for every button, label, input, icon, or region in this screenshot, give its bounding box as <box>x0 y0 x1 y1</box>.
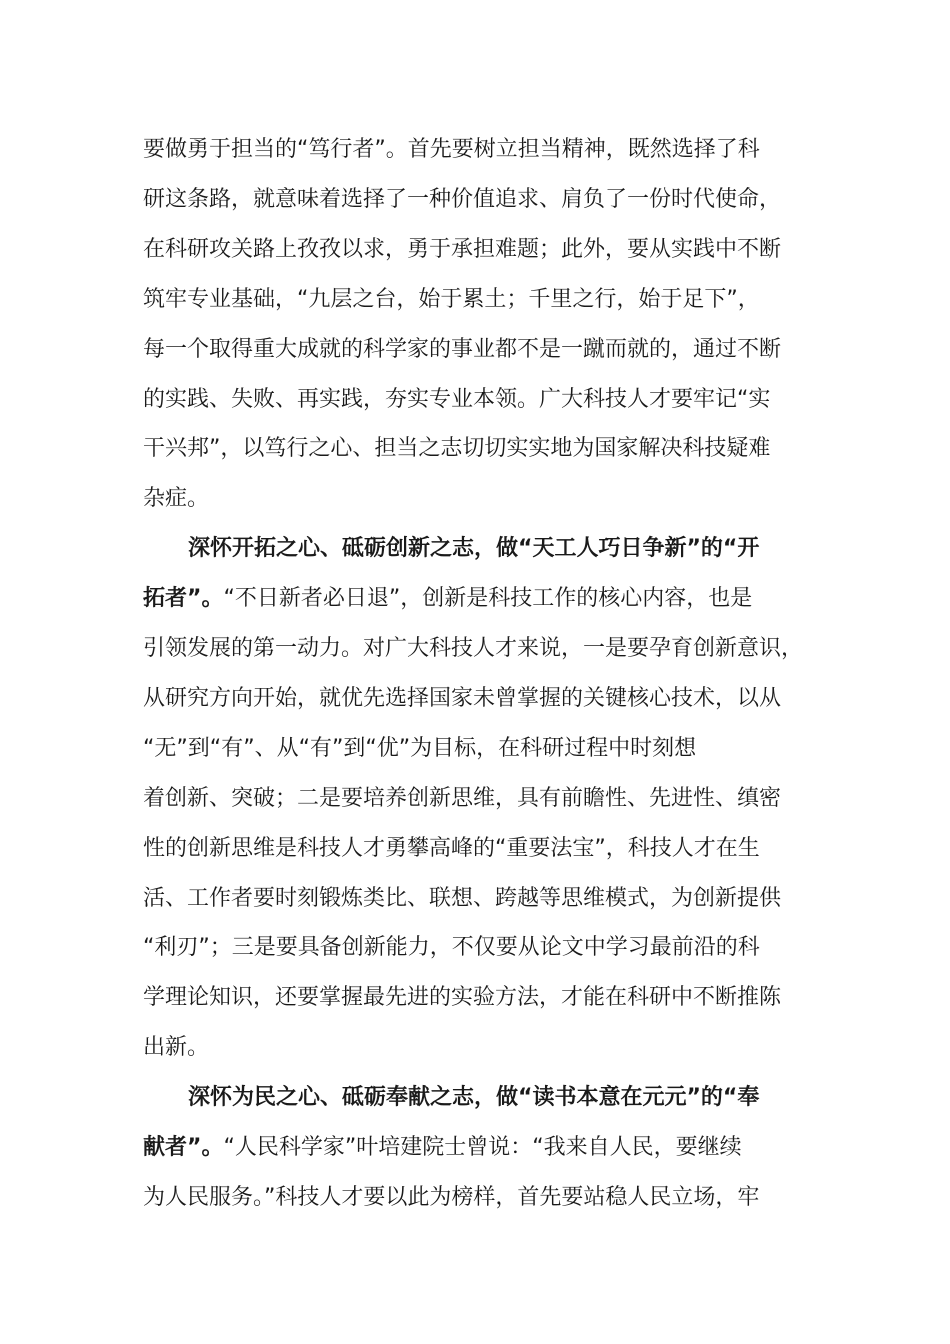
text-segment: 活、工作者要时刻锻炼类比、联想、跨越等思维模式，为创新提供 <box>143 886 782 911</box>
text-segment: 要做勇于担当的“笃行者”。首先要树立担当精神，既然选择了科 <box>143 137 760 162</box>
text-line <box>143 982 803 1014</box>
text-line <box>143 783 803 815</box>
text-line <box>143 334 803 366</box>
text-segment: 着创新、突破；二是要培养创新思维，具有前瞻性、先进性、缜密 <box>143 786 782 811</box>
bold-text: 深怀开拓之心、砥砺创新之志，做“天工人巧日争新”的“开 <box>188 536 760 561</box>
text-segment: 每一个取得重大成就的科学家的事业都不是一蹴而就的，通过不断 <box>143 337 782 362</box>
text-segment: 在科研攻关路上孜孜以求，勇于承担难题；此外，要从实践中不断 <box>143 237 782 262</box>
text-line <box>143 833 803 865</box>
text-line <box>143 583 803 615</box>
bold-text: 献者”。 <box>143 1135 224 1160</box>
paragraph-heading-line <box>188 533 848 565</box>
text-segment: “人民科学家”叶培建院士曾说：“我来自人民，要继续 <box>223 1135 742 1160</box>
text-segment: “不日新者必日退”，创新是科技工作的核心内容，也是 <box>223 586 753 611</box>
text-segment: “利刃”；三是要具备创新能力，不仅要从论文中学习最前沿的科 <box>143 935 760 960</box>
text-line <box>143 883 803 915</box>
text-line <box>143 733 803 765</box>
text-line <box>143 134 803 166</box>
text-line <box>143 1132 803 1164</box>
text-segment: 杂症。 <box>143 486 210 511</box>
text-segment: 为人民服务。”科技人才要以此为榜样，首先要站稳人民立场，牢 <box>143 1185 760 1210</box>
text-line <box>143 184 803 216</box>
text-segment: 筑牢专业基础，“九层之台，始于累土；千里之行，始于足下”， <box>143 287 760 312</box>
text-line <box>143 932 803 964</box>
text-segment: 从研究方向开始，就优先选择国家未曾掌握的关键核心技术，以从 <box>143 686 782 711</box>
text-segment: 学理论知识，还要掌握最先进的实验方法，才能在科研中不断推陈 <box>143 985 782 1010</box>
text-segment: 研这条路，就意味着选择了一种价值追求、肩负了一份时代使命， <box>143 187 782 212</box>
text-line <box>143 234 803 266</box>
text-line <box>143 633 803 665</box>
bold-text: 深怀为民之心、砥砺奉献之志，做“读书本意在元元”的“奉 <box>188 1085 760 1110</box>
text-line <box>143 433 803 465</box>
text-line <box>143 1182 803 1214</box>
text-segment: 出新。 <box>143 1035 210 1060</box>
text-segment: 干兴邦”，以笃行之心、担当之志切切实实地为国家解决科技疑难 <box>143 436 771 461</box>
text-line <box>143 284 803 316</box>
text-segment: 的实践、失败、再实践，夯实专业本领。广大科技人才要牢记“实 <box>143 387 771 412</box>
text-line <box>143 384 803 416</box>
text-line <box>143 683 803 715</box>
paragraph-heading-line <box>188 1082 848 1114</box>
text-line <box>143 483 803 515</box>
bold-text: 拓者”。 <box>143 586 224 611</box>
text-segment: 性的创新思维是科技人才勇攀高峰的“重要法宝”，科技人才在生 <box>143 836 760 861</box>
text-segment: “无”到“有”、从“有”到“优”为目标，在科研过程中时刻想 <box>143 736 697 761</box>
text-line <box>143 1032 803 1064</box>
text-segment: 引领发展的第一动力。对广大科技人才来说，一是要孕育创新意识， <box>143 636 804 661</box>
